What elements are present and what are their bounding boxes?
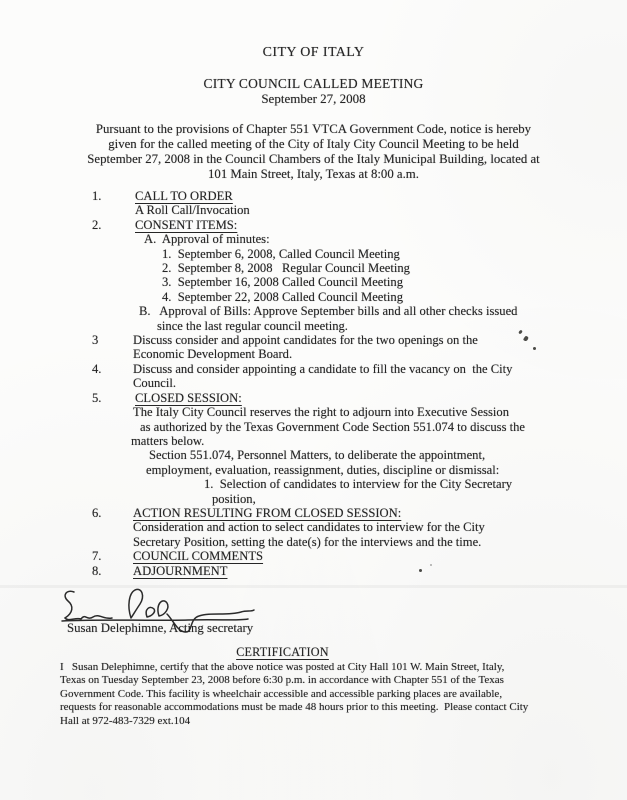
- agenda-heading: ADJOURNMENT: [133, 563, 228, 578]
- agenda-number: 8.: [92, 563, 102, 578]
- agenda-number: 2.: [92, 217, 102, 232]
- agenda-heading: ACTION RESULTING FROM CLOSED SESSION:: [133, 505, 402, 520]
- agenda-number: 6.: [92, 505, 102, 520]
- agenda-line: [0, 218, 627, 232]
- agenda-line: Consideration and action to select candidates to interview for the City: [133, 520, 485, 535]
- agenda-line: 1. Selection of candidates to interview for the City Secretary: [204, 477, 513, 492]
- certification-line: Government Code. This facility is wheelchair accessible and accessible parking places are available,: [60, 687, 503, 700]
- agenda-heading: CLOSED SESSION:: [135, 390, 242, 405]
- agenda-line: A. Approval of minutes:: [144, 232, 270, 247]
- agenda-line: 3. September 16, 2008 Called Council Meeting: [162, 275, 403, 290]
- page-title: CITY OF ITALY: [262, 45, 365, 60]
- intro-line: given for the called meeting of the City of Italy City Council Meeting to be held: [108, 137, 519, 151]
- intro-line: 101 Main Street, Italy, Texas at 8:00 a.m.: [208, 167, 419, 181]
- agenda-line: as authorized by the Texas Government Code Section 551.074 to discuss the: [140, 419, 526, 434]
- agenda-line: [0, 506, 627, 520]
- ink-speck: [533, 347, 536, 350]
- agenda-number: 1.: [92, 189, 102, 203]
- intro-line: Pursuant to the provisions of Chapter 551 VTCA Government Code, notice is hereby: [95, 122, 532, 136]
- agenda-heading: COUNCIL COMMENTS: [133, 549, 264, 564]
- ink-speck: [430, 564, 432, 566]
- intro-line: September 27, 2008 in the Council Chambers of the Italy Municipal Building, located at: [87, 152, 540, 166]
- agenda-heading: CONSENT ITEMS:: [135, 217, 238, 232]
- agenda-number: 5.: [92, 390, 102, 405]
- agenda-line: Section 551.074, Personnel Matters, to deliberate the appointment,: [149, 448, 486, 463]
- intro-paragraph: [0, 122, 627, 182]
- agenda-line: matters below.: [131, 433, 205, 448]
- certification-heading: CERTIFICATION: [236, 644, 329, 659]
- agenda-line: 4. September 22, 2008 Called Council Meeting: [162, 289, 403, 304]
- meeting-type: CITY COUNCIL CALLED MEETING: [203, 76, 424, 91]
- ink-speck: [419, 569, 422, 572]
- agenda-line: Council.: [133, 376, 177, 391]
- agenda-list: [0, 189, 627, 578]
- agenda-line: Secretary Position, setting the date(s) for the interviews and the time.: [133, 534, 482, 549]
- agenda-line: B. Approval of Bills: Approve September bills and all other checks issued: [139, 304, 518, 319]
- agenda-number: 3: [92, 333, 99, 348]
- agenda-line: 3 Discuss consider and appoint candidates for the two openings on the: [92, 333, 478, 348]
- agenda-heading: CALL TO ORDER: [135, 189, 233, 203]
- certification-line: I Susan Delephimne, certify that the above notice was posted at City Hall 101 W. Main Street, Italy,: [60, 660, 505, 673]
- signature-block: [0, 579, 627, 645]
- certification-line: Hall at 972-483-7329 ext.104: [60, 714, 191, 727]
- certification-paragraph: [60, 661, 627, 728]
- agenda-number: 7.: [92, 549, 102, 564]
- certification-line: Texas on Tuesday September 23, 2008 before 6:30 p.m. in accordance with Chapter 551 of the Texas: [60, 674, 504, 687]
- agenda-line: The Italy City Council reserves the right to adjourn into Executive Session: [133, 405, 509, 420]
- agenda-line: position,: [212, 491, 256, 506]
- agenda-line: Economic Development Board.: [133, 347, 293, 362]
- agenda-line: [0, 549, 627, 563]
- agenda-line: 1. September 6, 2008, Called Council Meeting: [162, 246, 400, 261]
- agenda-line: [0, 189, 627, 203]
- agenda-line: employment, evaluation, reassignment, duties, discipline or dismissal:: [146, 462, 500, 477]
- agenda-line: A Roll Call/Invocation: [135, 203, 250, 218]
- agenda-line: [0, 391, 627, 405]
- certification-line: requests for reasonable accommodations must be made 48 hours prior to this meeting. Please contact City: [60, 701, 529, 714]
- meeting-date: September 27, 2008: [261, 91, 366, 106]
- agenda-line: 4. Discuss and consider appointing a candidate to fill the vacancy on the City: [92, 361, 513, 376]
- agenda-line: [0, 564, 627, 578]
- agenda-line: since the last regular council meeting.: [157, 318, 348, 333]
- signatory-name: Susan Delephimne, Acting secretary: [67, 620, 254, 635]
- agenda-number: 4.: [92, 361, 102, 376]
- agenda-line: 2. September 8, 2008 Regular Council Meeting: [162, 261, 410, 276]
